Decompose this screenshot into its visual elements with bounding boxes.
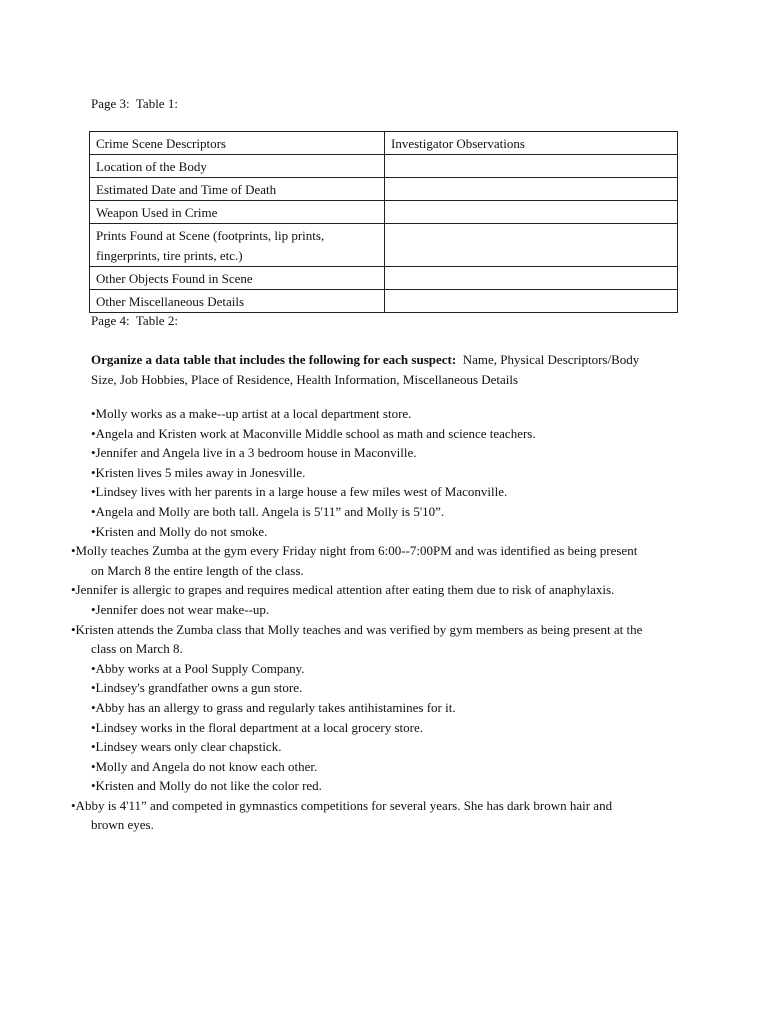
list-item — [0, 620, 770, 659]
table1-heading: Page 3: Table 1: — [91, 96, 178, 111]
clue-text: •Jennifer does not wear make--up. — [91, 601, 270, 617]
list-item — [0, 718, 770, 738]
clue-continuation: on March 8 the entire length of the class. — [91, 562, 304, 578]
table-row — [90, 201, 678, 224]
clue-text: •Kristen lives 5 miles away in Jonesville. — [91, 464, 306, 480]
table2-instruction — [91, 350, 691, 389]
instruction-line2: Size, Job Hobbies, Place of Residence, Health Information, Miscellaneous Details — [91, 371, 519, 387]
list-item — [0, 482, 770, 502]
clue-text: •Angela and Kristen work at Maconville Middle school as math and science teachers. — [91, 425, 536, 441]
clue-text: •Angela and Molly are both tall. Angela is 5'11” and Molly is 5'10”. — [91, 503, 445, 519]
clue-continuation: class on March 8. — [91, 641, 183, 657]
observation-cell — [385, 155, 678, 178]
clue-text: •Kristen and Molly do not like the color red. — [91, 778, 322, 794]
table-row — [90, 290, 678, 313]
observation-cell — [385, 267, 678, 290]
table-header-descriptors: Crime Scene Descriptors — [90, 132, 385, 155]
row-label: Weapon Used in Crime — [90, 201, 385, 224]
table-row — [90, 178, 678, 201]
clue-text: •Molly teaches Zumba at the gym every Friday night from 6:00--7:00PM and was identified as being present — [71, 543, 638, 559]
observation-cell — [385, 178, 678, 201]
clue-text: •Lindsey's grandfather owns a gun store. — [91, 680, 303, 696]
observation-cell — [385, 201, 678, 224]
row-label: Location of the Body — [90, 155, 385, 178]
clue-text: •Molly and Angela do not know each other. — [91, 758, 318, 774]
list-item — [0, 463, 770, 483]
table-header-observations: Investigator Observations — [385, 132, 678, 155]
list-item — [0, 659, 770, 679]
list-item — [0, 443, 770, 463]
clue-text: •Jennifer and Angela live in a 3 bedroom house in Maconville. — [91, 445, 417, 461]
list-item — [0, 678, 770, 698]
row-label: Estimated Date and Time of Death — [90, 178, 385, 201]
crime-scene-table — [89, 131, 678, 313]
list-item — [0, 757, 770, 777]
list-item — [0, 424, 770, 444]
row-label: Other Miscellaneous Details — [90, 290, 385, 313]
clue-text: •Abby has an allergy to grass and regularly takes antihistamines for it. — [91, 699, 456, 715]
list-item — [0, 404, 770, 424]
table-row — [90, 224, 678, 267]
clue-text: •Kristen and Molly do not smoke. — [91, 523, 268, 539]
list-item — [0, 522, 770, 542]
list-item — [0, 796, 770, 835]
list-item — [0, 541, 770, 580]
row-label-line: Prints Found at Scene (footprints, lip prints, — [96, 228, 325, 243]
observation-cell — [385, 290, 678, 313]
list-item — [0, 737, 770, 757]
clue-continuation: brown eyes. — [91, 817, 154, 833]
clue-text: •Abby is 4'11” and competed in gymnastics competitions for several years. She has dark brown hair and — [71, 797, 613, 813]
table-header-row — [90, 132, 678, 155]
clue-text: •Molly works as a make--up artist at a local department store. — [91, 406, 412, 421]
list-item — [0, 600, 770, 620]
instruction-rest: Name, Physical Descriptors/Body — [456, 352, 640, 367]
clue-text: •Abby works at a Pool Supply Company. — [91, 660, 305, 676]
row-label-line: fingerprints, tire prints, etc.) — [96, 247, 243, 263]
table-row — [90, 267, 678, 290]
clue-text: •Lindsey works in the floral department at a local grocery store. — [91, 719, 423, 735]
observation-cell — [385, 224, 678, 267]
row-label-prints — [90, 224, 385, 267]
clue-text: •Lindsey lives with her parents in a large house a few miles west of Maconville. — [91, 484, 508, 500]
clue-text: •Lindsey wears only clear chapstick. — [91, 739, 282, 755]
table2-heading: Page 4: Table 2: — [91, 313, 178, 328]
row-label: Other Objects Found in Scene — [90, 267, 385, 290]
clue-text: •Kristen attends the Zumba class that Molly teaches and was verified by gym members as being present at the — [71, 621, 643, 637]
list-item — [0, 580, 770, 600]
table-row — [90, 155, 678, 178]
clue-text: •Jennifer is allergic to grapes and requires medical attention after eating them due to risk of anaphylaxis. — [71, 582, 615, 598]
clue-list — [0, 404, 770, 835]
instruction-bold: Organize a data table that includes the following for each suspect: — [91, 352, 457, 367]
list-item — [0, 502, 770, 522]
list-item — [0, 698, 770, 718]
list-item — [0, 776, 770, 796]
